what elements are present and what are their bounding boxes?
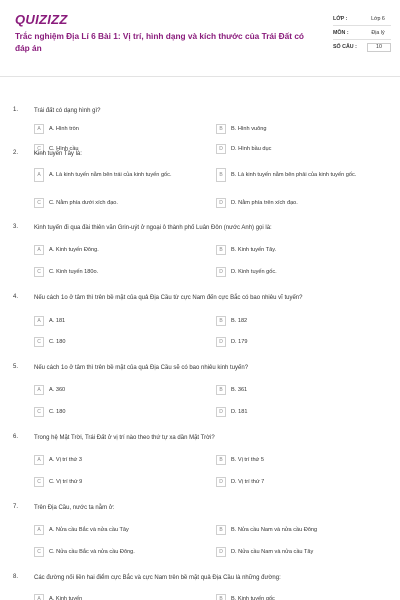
option-text: D. 181 — [231, 409, 248, 415]
meta-value: Lớp 6 — [371, 15, 385, 22]
option-letter-box: A — [34, 124, 44, 134]
meta-class-row — [333, 12, 391, 26]
option-letter-box: B — [216, 245, 226, 255]
option-text: A. Vị trí thứ 3 — [49, 457, 82, 463]
option-b[interactable] — [216, 454, 264, 466]
option-letter-box: A — [34, 168, 44, 182]
option-a[interactable] — [34, 315, 65, 327]
option-text: D. Nằm phía trên xích đạo. — [231, 200, 298, 206]
question-number: 1. — [13, 107, 19, 113]
option-a[interactable] — [34, 454, 82, 466]
option-letter-box: A — [34, 594, 44, 600]
option-text: B. 361 — [231, 387, 248, 393]
option-b[interactable] — [216, 593, 275, 600]
meta-count-row — [333, 40, 391, 54]
option-d[interactable] — [216, 197, 298, 209]
meta-label: SỐ CÂU : — [333, 44, 357, 50]
option-text: B. Kinh tuyến Tây. — [231, 247, 277, 253]
option-b[interactable] — [216, 524, 317, 536]
option-b[interactable] — [216, 123, 266, 135]
option-a[interactable] — [34, 123, 79, 135]
option-a[interactable] — [34, 167, 199, 183]
question-number: 6. — [13, 434, 19, 440]
worksheet-meta — [333, 12, 391, 54]
question-number: 4. — [13, 294, 19, 300]
option-a[interactable] — [34, 384, 65, 396]
meta-label: LỚP : — [333, 15, 348, 22]
option-letter-box: C — [34, 477, 44, 487]
option-d[interactable] — [216, 336, 247, 348]
option-c[interactable] — [34, 336, 65, 348]
option-text: C. Nửa cầu Bắc và nửa cầu Đông. — [49, 549, 135, 555]
quizizz-logo: QUIZIZZ — [15, 12, 68, 27]
question-number: 8. — [13, 574, 19, 580]
question-text: Kinh tuyến Tây là: — [34, 151, 82, 157]
option-letter-box: B — [216, 525, 226, 535]
option-text: C. 180 — [49, 339, 66, 345]
option-b[interactable] — [216, 244, 276, 256]
option-text: D. Kinh tuyến gốc. — [231, 269, 277, 275]
option-letter-box: B — [216, 168, 226, 182]
option-text: C. Nằm phía dưới xích đạo. — [49, 200, 118, 206]
option-letter-box: C — [34, 337, 44, 347]
option-c[interactable] — [34, 476, 82, 488]
header-divider — [0, 76, 400, 77]
option-letter-box: A — [34, 245, 44, 255]
option-letter-box: C — [34, 144, 44, 154]
option-letter-box: B — [216, 124, 226, 134]
option-d[interactable] — [216, 546, 313, 558]
option-letter-box: B — [216, 455, 226, 465]
option-letter-box: B — [216, 316, 226, 326]
option-text: A. Kinh tuyến — [49, 596, 83, 600]
option-text: B. 182 — [231, 318, 248, 324]
question-text: Trái đất có dạng hình gì? — [34, 108, 101, 114]
option-text: A. 181 — [49, 318, 66, 324]
option-text: C. Vị trí thứ 9 — [49, 479, 83, 485]
option-b[interactable] — [216, 315, 247, 327]
option-text: C. Hình cầu — [49, 146, 79, 152]
option-letter-box: D — [216, 144, 226, 154]
meta-label: MÔN : — [333, 29, 349, 36]
option-text: B. Kinh tuyến gốc — [231, 596, 275, 600]
option-text: B. Hình vuông — [231, 126, 267, 132]
option-text: D. Vị trí thứ 7 — [231, 479, 265, 485]
option-text: A. Hình tròn — [49, 126, 79, 132]
meta-value: Địa lý — [371, 29, 385, 36]
option-letter-box: C — [34, 267, 44, 277]
meta-subject-row — [333, 26, 391, 40]
question-text: Các đường nối liền hai điểm cực Bắc và cực Nam trên bề mặt quả Địa Cầu là những đường: — [34, 575, 281, 581]
option-text: A. 360 — [49, 387, 66, 393]
question-text: Kinh tuyến đi qua đài thiên văn Grin-uýt ở ngoại ô thành phố Luân Đôn (nước Anh) gọi là: — [34, 225, 272, 231]
option-text: A. Kinh tuyến Đông. — [49, 247, 99, 253]
option-letter-box: B — [216, 385, 226, 395]
option-letter-box: D — [216, 547, 226, 557]
option-text: B. Nửa cầu Nam và nửa cầu Đông — [231, 527, 318, 533]
option-letter-box: D — [216, 198, 226, 208]
option-letter-box: D — [216, 477, 226, 487]
worksheet-title: Trắc nghiệm Địa Lí 6 Bài 1: Vị trí, hình dạng và kích thước của Trái Đất có đáp án — [15, 31, 305, 53]
option-c[interactable] — [34, 266, 98, 278]
option-c[interactable] — [34, 546, 135, 558]
question-text: Nếu cách 1o ở tâm thì trên bề mặt của quả Địa Cầu từ cực Nam đến cực Bắc có bao nhiêu vĩ tuyến? — [34, 295, 303, 301]
question-number: 7. — [13, 504, 19, 510]
question-text: Trong hệ Mặt Trời, Trái Đất ở vị trí nào theo thứ tự xa dần Mặt Trời? — [34, 435, 215, 441]
option-c[interactable] — [34, 406, 65, 418]
option-text: D. Hình bầu dục — [231, 146, 272, 152]
option-letter-box: C — [34, 198, 44, 208]
option-a[interactable] — [34, 524, 129, 536]
option-b[interactable] — [216, 384, 247, 396]
question-text: Trên Địa Cầu, nước ta nằm ở: — [34, 505, 115, 511]
worksheet-header — [0, 0, 400, 76]
option-letter-box: A — [34, 455, 44, 465]
option-letter-box: D — [216, 337, 226, 347]
option-letter-box: C — [34, 547, 44, 557]
question-number: 3. — [13, 224, 19, 230]
option-text: D. 179 — [231, 339, 248, 345]
option-letter-box: A — [34, 385, 44, 395]
option-text: A. Nửa cầu Bắc và nửa cầu Tây — [49, 527, 129, 533]
option-text: B. Vị trí thứ 5 — [231, 457, 264, 463]
option-c[interactable] — [34, 197, 118, 209]
option-letter-box: C — [34, 407, 44, 417]
option-a[interactable] — [34, 244, 99, 256]
option-text: C. Kinh tuyến 180o. — [49, 269, 99, 275]
option-d[interactable] — [216, 476, 264, 488]
option-text: A. Là kinh tuyến nằm bên trái của kinh tuyến gốc. — [49, 171, 172, 178]
option-text: C. 180 — [49, 409, 66, 415]
option-d[interactable] — [216, 406, 247, 418]
option-a[interactable] — [34, 593, 82, 600]
option-b[interactable] — [216, 167, 381, 183]
question-number: 5. — [13, 364, 19, 370]
question-text: Nếu cách 1o ở tâm thì trên bề mặt của quả Địa Cầu sẽ có bao nhiêu kinh tuyến? — [34, 365, 249, 371]
meta-value: 10 — [367, 43, 391, 52]
option-d[interactable] — [216, 266, 277, 278]
option-text: B. Là kinh tuyến nằm bên phải của kinh tuyến gốc. — [231, 171, 357, 178]
option-letter-box: A — [34, 525, 44, 535]
option-letter-box: D — [216, 267, 226, 277]
option-letter-box: B — [216, 594, 226, 600]
question-number: 2. — [13, 150, 19, 156]
option-text: D. Nửa cầu Nam và nửa cầu Tây — [231, 549, 314, 555]
option-letter-box: A — [34, 316, 44, 326]
option-letter-box: D — [216, 407, 226, 417]
